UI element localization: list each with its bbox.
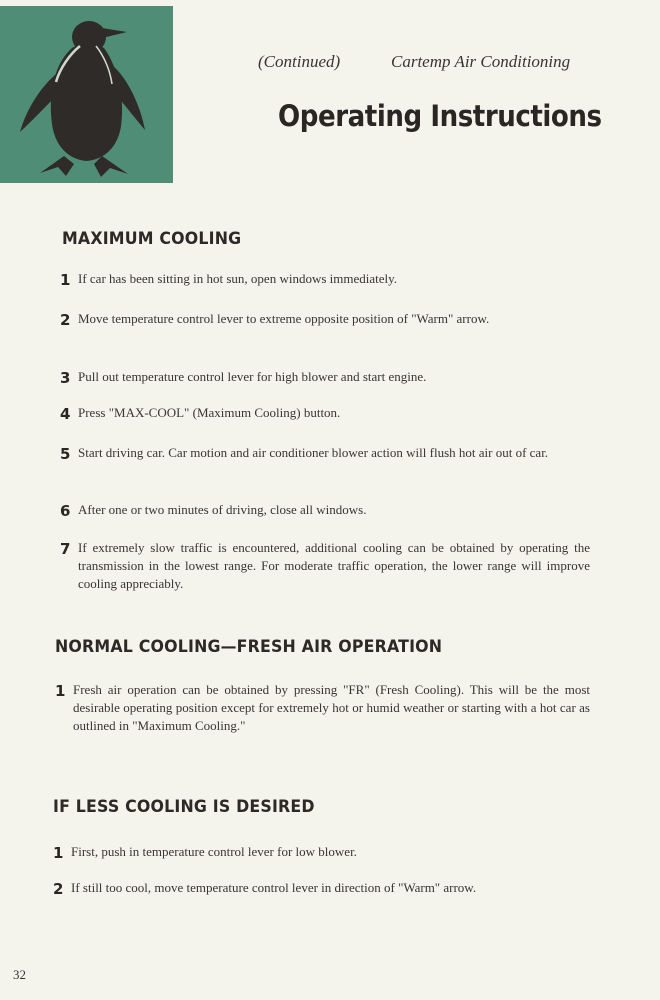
step-number: 2 bbox=[53, 880, 64, 898]
step-text: If still too cool, move temperature control lever in direction of "Warm" arrow. bbox=[71, 880, 477, 895]
step-number: 2 bbox=[60, 311, 71, 329]
list-item bbox=[55, 681, 590, 735]
step-text: Pull out temperature control lever for high blower and start engine. bbox=[78, 369, 427, 384]
step-text: Start driving car. Car motion and air conditioner blower action will flush hot air out of car. bbox=[78, 445, 549, 460]
running-head-continued: (Continued) bbox=[258, 52, 341, 71]
list-item bbox=[60, 404, 590, 423]
step-text: If extremely slow traffic is encountered, additional cooling can be obtained by operating the transmission in the lowest range. For moderate traffic operation, the lower range will improve cooling appreciably. bbox=[78, 540, 590, 591]
step-number: 1 bbox=[53, 844, 64, 862]
list-item bbox=[60, 368, 590, 387]
step-number: 5 bbox=[60, 445, 71, 463]
step-text: If car has been sitting in hot sun, open windows immediately. bbox=[78, 271, 398, 286]
step-number: 1 bbox=[60, 271, 71, 289]
step-text: Press "MAX-COOL" (Maximum Cooling) button. bbox=[78, 405, 341, 420]
step-number: 1 bbox=[55, 682, 66, 700]
step-text: Move temperature control lever to extreme opposite position of "Warm" arrow. bbox=[78, 311, 490, 326]
list-item bbox=[60, 270, 590, 289]
list-item bbox=[60, 501, 590, 520]
page-title: Operating Instructions bbox=[278, 99, 602, 133]
page-number: 32 bbox=[13, 967, 26, 982]
list-item bbox=[60, 310, 590, 329]
section-heading-less-cooling: IF LESS COOLING IS DESIRED bbox=[53, 797, 315, 817]
running-head-title: Cartemp Air Conditioning bbox=[391, 52, 571, 71]
list-item bbox=[53, 879, 590, 898]
step-number: 3 bbox=[60, 369, 71, 387]
step-number: 4 bbox=[60, 405, 71, 423]
penguin-illustration bbox=[0, 6, 173, 183]
section-heading-normal-cooling: NORMAL COOLING—FRESH AIR OPERATION bbox=[55, 637, 443, 657]
step-text: After one or two minutes of driving, close all windows. bbox=[78, 502, 367, 517]
section-heading-maximum-cooling: MAXIMUM COOLING bbox=[62, 229, 242, 249]
step-text: First, push in temperature control lever for low blower. bbox=[71, 844, 357, 859]
step-number: 6 bbox=[60, 502, 71, 520]
penguin-icon bbox=[0, 6, 173, 183]
step-text: Fresh air operation can be obtained by pressing "FR" (Fresh Cooling). This will be the most desirable operating position except for extremely hot or humid weather or starting with a hot car as outlined in "Maximum Cooling." bbox=[73, 682, 590, 733]
step-number: 7 bbox=[60, 540, 71, 558]
running-head bbox=[258, 52, 598, 72]
list-item bbox=[60, 539, 590, 593]
list-item bbox=[60, 444, 590, 463]
list-item bbox=[53, 843, 590, 862]
